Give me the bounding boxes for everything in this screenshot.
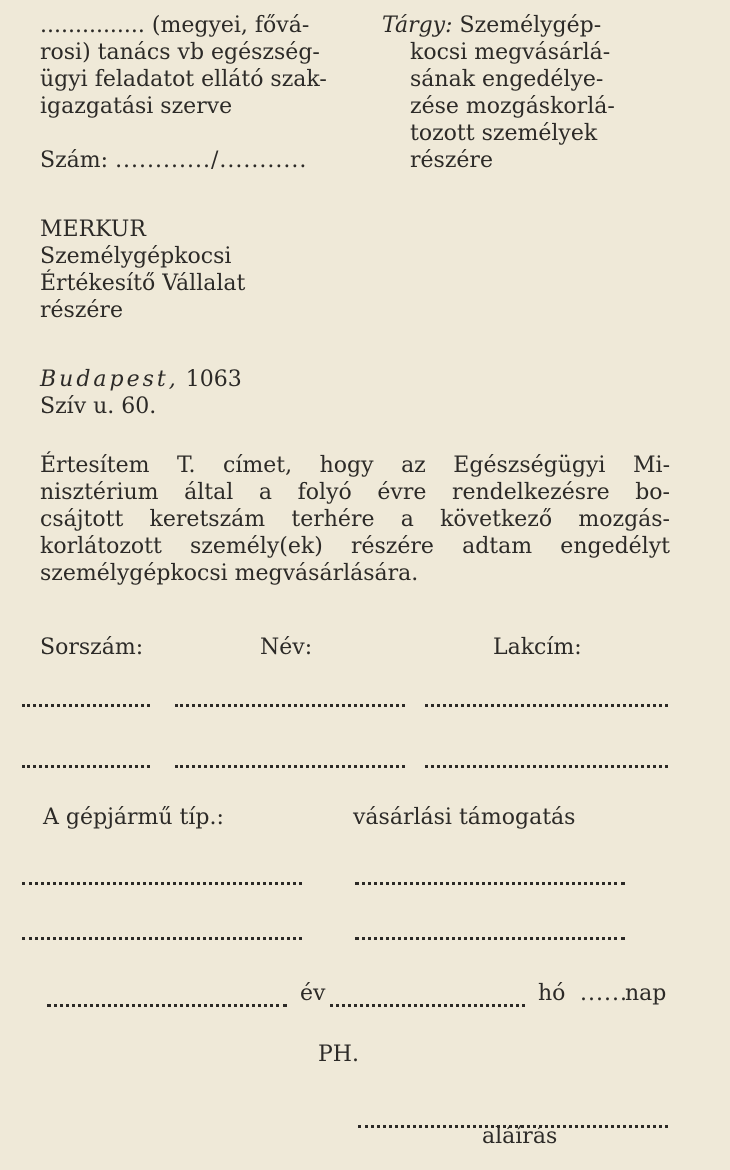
row2-lakcim-line[interactable] (425, 765, 668, 768)
number-field (40, 147, 307, 174)
row2-sorszam-line[interactable] (22, 765, 150, 768)
address-postcode: 1063 (185, 367, 242, 392)
header-nev: Név: (260, 635, 313, 660)
row2-nev-line[interactable] (175, 765, 405, 768)
date-day-field[interactable]: ...... (580, 981, 628, 1006)
body-line4: korlátozott személy(ek) részére adtam engedélyt (40, 534, 670, 559)
date-day-label: nap (625, 981, 667, 1006)
body-line3: csájtott keretszám terhére a következő mozgás- (40, 507, 670, 532)
vehicle-row2-type-line[interactable] (22, 937, 302, 940)
number-value: ............/........... (115, 148, 308, 173)
date-year-label: év (300, 981, 326, 1006)
address-city: Budapest, (40, 367, 179, 392)
subject-line3: sának engedélye- (410, 67, 604, 92)
row1-sorszam-line[interactable] (22, 704, 150, 707)
body-paragraph (40, 452, 670, 587)
addressee-line2: Személygépkocsi (40, 244, 232, 269)
subject-line4: zése mozgáskorlá- (410, 94, 615, 119)
header-lakcim: Lakcím: (493, 635, 582, 660)
date-month-line[interactable] (330, 1004, 525, 1007)
address-city-line (40, 366, 242, 393)
header-sorszam: Sorszám: (40, 635, 144, 660)
signature-label: aláírás (482, 1124, 558, 1149)
addressee-line3: Értékesítő Vállalat (40, 271, 246, 296)
header-left-line1: ............... (megyei, fővá- (40, 13, 310, 38)
body-line2: nisztérium által a folyó évre rendelkezésre bo- (40, 480, 670, 505)
subject-label: Tárgy: (382, 13, 453, 38)
date-month-label: hó (538, 981, 566, 1006)
subject-line5: tozott személyek (410, 121, 598, 146)
vehicle-row1-support-line[interactable] (355, 882, 625, 885)
row1-lakcim-line[interactable] (425, 704, 668, 707)
stamp-placeholder: PH. (318, 1042, 359, 1067)
header-left-line3: ügyi feladatot ellátó szak- (40, 67, 327, 92)
body-line1: Értesítem T. címet, hogy az Egészségügyi Mi- (40, 453, 670, 478)
header-left-line4: igazgatási szerve (40, 94, 233, 119)
vehicle-row1-type-line[interactable] (22, 882, 302, 885)
number-label: Szám: (40, 148, 109, 173)
subject-line6: részére (410, 148, 493, 173)
subject-line2: kocsi megvásárlá- (410, 40, 611, 65)
row1-nev-line[interactable] (175, 704, 405, 707)
date-year-line[interactable] (47, 1004, 287, 1007)
header-left-line2: rosi) tanács vb egészség- (40, 40, 320, 65)
purchase-support-label: vásárlási támogatás (353, 805, 576, 830)
addressee-line1: MERKUR (40, 217, 146, 242)
subject-text1: Személygép- (459, 13, 602, 38)
body-line5: személygépkocsi megvásárlására. (40, 561, 419, 586)
addressee-line4: részére (40, 298, 123, 323)
address-street: Szív u. 60. (40, 394, 157, 419)
vehicle-row2-support-line[interactable] (355, 937, 625, 940)
subject-line1 (382, 12, 601, 39)
vehicle-type-label: A gépjármű típ.: (43, 805, 224, 830)
